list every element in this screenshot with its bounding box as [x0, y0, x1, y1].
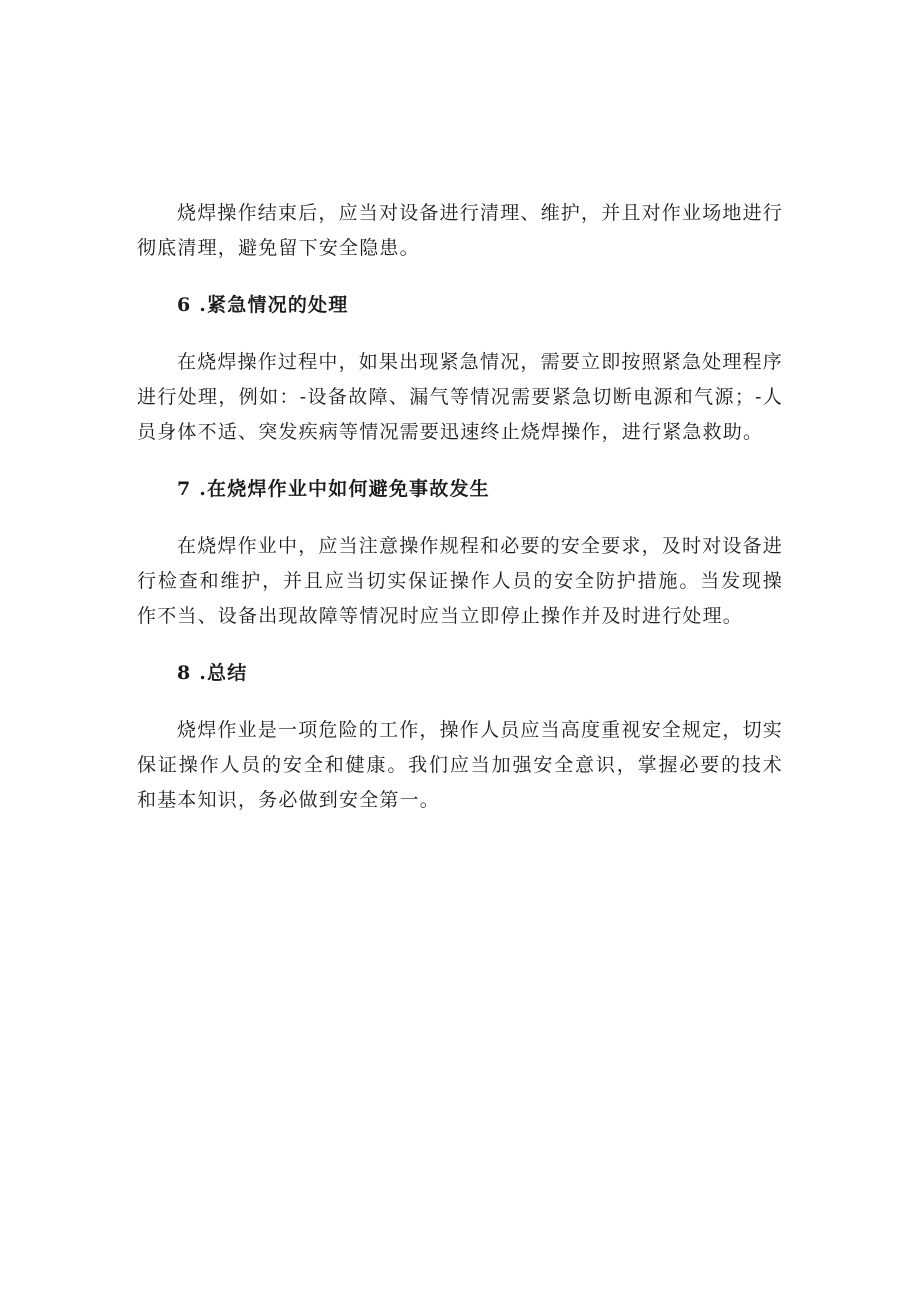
section-body-summary: 烧焊作业是一项危险的工作，操作人员应当高度重视安全规定，切实保证操作人员的安全和健康。我们应当加强安全意识，掌握必要的技术和基本知识，务必做到安全第一。 [137, 719, 784, 811]
section-heading-emergency: 6 .紧急情况的处理 [177, 294, 349, 316]
document-content [137, 196, 783, 818]
section-body-accident-prevention: 在烧焊作业中，应当注意操作规程和必要的安全要求，及时对设备进行检查和维护，并且应当切实保证操作人员的安全防护措施。当发现操作不当、设备出现故障等情况时应当立即停止操作并及时进行处理。 [137, 535, 784, 627]
intro-paragraph: 烧焊操作结束后，应当对设备进行清理、维护，并且对作业场地进行彻底清理，避免留下安全隐患。 [137, 202, 784, 259]
section-body-emergency: 在烧焊操作过程中，如果出现紧急情况，需要立即按照紧急处理程序进行处理，例如：-设备故障、漏气等情况需要紧急切断电源和气源；-人员身体不适、突发疾病等情况需要迅速终止烧焊操作，进行紧急救助。 [137, 351, 784, 443]
section-heading-accident-prevention: 7 .在烧焊作业中如何避免事故发生 [177, 478, 490, 500]
section-heading-summary: 8 .总结 [177, 662, 248, 684]
